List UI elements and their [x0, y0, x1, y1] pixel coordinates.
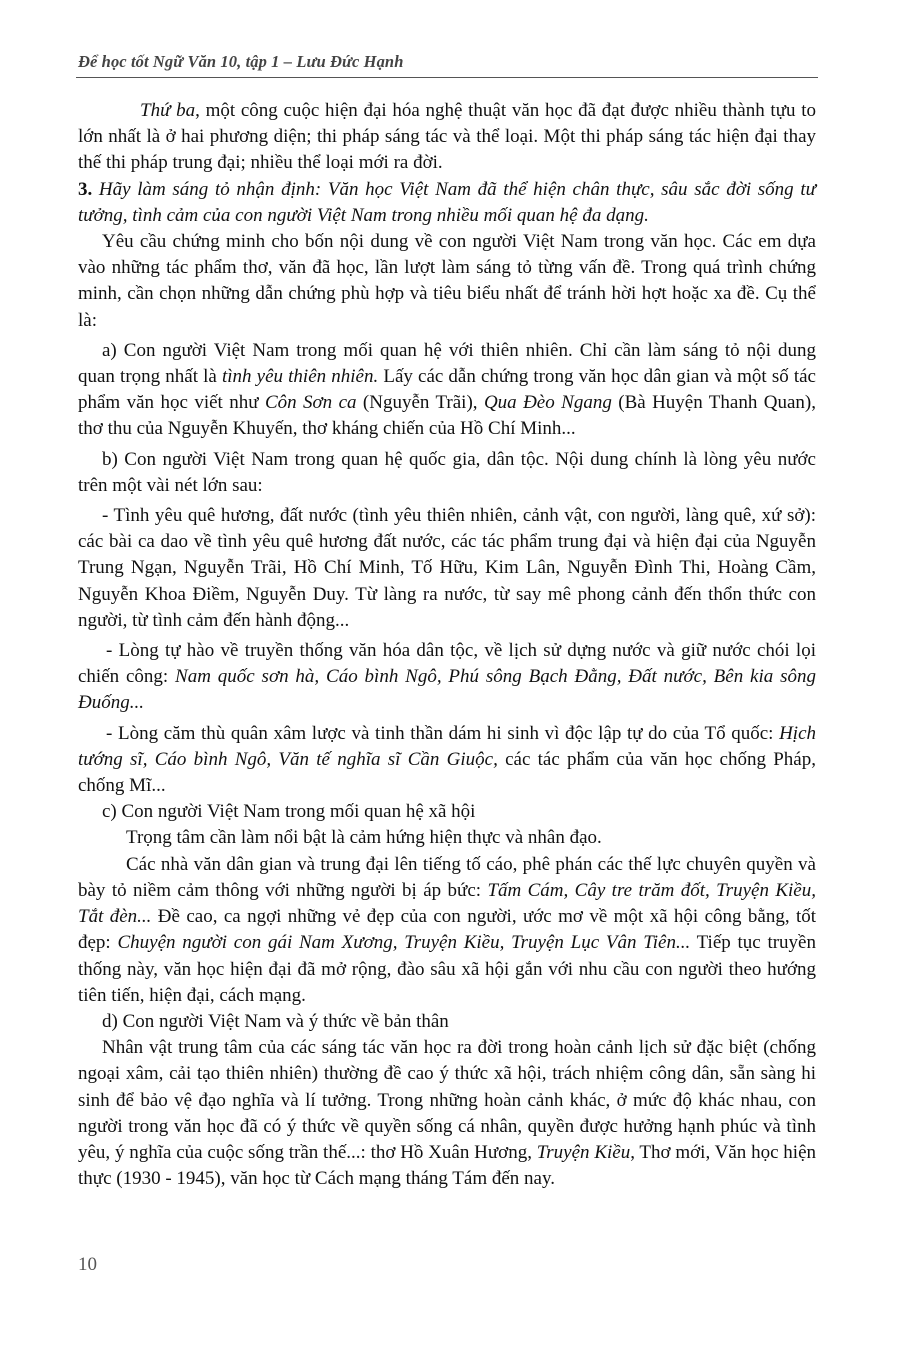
page-body	[78, 98, 816, 1192]
item-a: a) Con người Việt Nam trong mối quan hệ với thiên nhiên. Chỉ cần làm sáng tỏ nội dung quan trọng nhất là tình yêu thiên nhiên. Lấy các dẫn chứng trong văn học dân gian và một số tác phẩm văn học viết như Côn Sơn ca (Nguyễn Trãi), Qua Đèo Ngang (Bà Huyện Thanh Quan), thơ thu của Nguyễn Khuyến, thơ kháng chiến của Hồ Chí Minh...	[78, 339, 816, 440]
item-b-bullet-1: - Tình yêu quê hương, đất nước (tình yêu thiên nhiên, cảnh vật, con người, làng quê, xứ sở): các bài ca dao về tình yêu quê hương đất nước, các tác phẩm trung đại và hiện đại của Nguyễn Trung Ngạn, Nguyễn Trãi, Hồ Chí Minh, Tố Hữu, Kim Lân, Nguyễn Đình Thi, Hoàng Cầm, Nguyễn Khoa Điềm, Nguyễn Duy. Từ làng ra nước, từ say mê phong cảnh đến thổn thức con người, từ tình cảm đến hành động...	[78, 505, 816, 631]
running-header: Để học tốt Ngữ Văn 10, tập 1 – Lưu Đức Hạnh	[78, 52, 404, 71]
question-text: Hãy làm sáng tỏ nhận định: Văn học Việt Nam đã thể hiện chân thực, sâu sắc đời sống tư tưởng, tình cảm của con người Việt Nam trong nhiều mối quan hệ đa dạng.	[78, 178, 816, 226]
question-3	[78, 177, 816, 229]
header-rule	[76, 77, 818, 78]
item-c-body: Các nhà văn dân gian và trung đại lên tiếng tố cáo, phê phán các thế lực chuyên quyền và bày tỏ niềm cảm thông với những người bị áp bức: Tấm Cám, Cây tre trăm đốt, Truyện Kiều, Tắt đèn... Đề cao, ca ngợi những vẻ đẹp của con người, ước mơ về một xã hội công bằng, tốt đẹp: Chuyện người con gái Nam Xương, Truyện Kiều, Truyện Lục Vân Tiên... Tiếp tục truyền thống này, văn học hiện đại đã mở rộng, đào sâu xã hội gắn với nhu cầu con người theo hướng tiên tiến, hiện đại, cách mạng.	[78, 853, 817, 1006]
item-c-focus: Trọng tâm cần làm nổi bật là cảm hứng hiện thực và nhân đạo.	[126, 827, 602, 849]
item-c: c) Con người Việt Nam trong mối quan hệ xã hội	[102, 801, 476, 823]
item-b-bullet-3: - Lòng căm thù quân xâm lược và tinh thần dám hi sinh vì độc lập tự do của Tổ quốc: Hịch tướng sĩ, Cáo bình Ngô, Văn tế nghĩa sĩ Cần Giuộc, các tác phẩm của văn học chống Pháp, chống Mĩ...	[78, 722, 816, 797]
paragraph-thu-ba	[78, 98, 816, 177]
item-d-body: Nhân vật trung tâm của các sáng tác văn học ra đời trong hoàn cảnh lịch sử đặc biệt (chống ngoại xâm, cải tạo thiên nhiên) thường đề cao ý thức xã hội, trách nhiệm công dân, sẵn sàng hi sinh để bảo vệ đạo nghĩa và lí tưởng. Trong những hoàn cảnh khác, ở mức độ khác nhau, con người trong văn học đã có ý thức về quyền sống cá nhân, quyền được hưởng hạnh phúc và tình yêu, ý nghĩa của cuộc sống trần thế...: thơ Hồ Xuân Hương, Truyện Kiều, Thơ mới, Văn học hiện thực (1930 - 1945), văn học từ Cách mạng tháng Tám đến nay.	[78, 1037, 816, 1190]
thu-ba-text: , một công cuộc hiện đại hóa nghệ thuật văn học đã đạt được nhiều thành tựu to lớn nhất là ở hai phương diện; thi pháp sáng tác và thể loại. Một thi pháp sáng tác hiện đại thay thế thi pháp trung đại; nhiều thể loại mới ra đời.	[78, 100, 816, 174]
thu-ba-label: Thứ ba	[140, 100, 196, 121]
question-number: 3.	[78, 178, 93, 200]
item-b: b) Con người Việt Nam trong quan hệ quốc gia, dân tộc. Nội dung chính là lòng yêu nước trên một vài nét lớn sau:	[78, 448, 816, 496]
paragraph-intro: Yêu cầu chứng minh cho bốn nội dung về con người Việt Nam trong văn học. Các em dựa vào những tác phẩm thơ, văn đã học, lần lượt làm sáng tỏ từng vấn đề. Trong quá trình chứng minh, cần chọn những dẫn chứng phù hợp và tiêu biểu nhất để tránh hời hợt hoặc xa đề. Cụ thể là:	[78, 231, 816, 331]
item-b-bullet-2: - Lòng tự hào về truyền thống văn hóa dân tộc, về lịch sử dựng nước và giữ nước chói lọi chiến công: Nam quốc sơn hà, Cáo bình Ngô, Phú sông Bạch Đằng, Đất nước, Bên kia sông Đuống...	[78, 640, 817, 714]
item-d: d) Con người Việt Nam và ý thức về bản thân	[102, 1010, 449, 1032]
page-number: 10	[78, 1254, 97, 1275]
